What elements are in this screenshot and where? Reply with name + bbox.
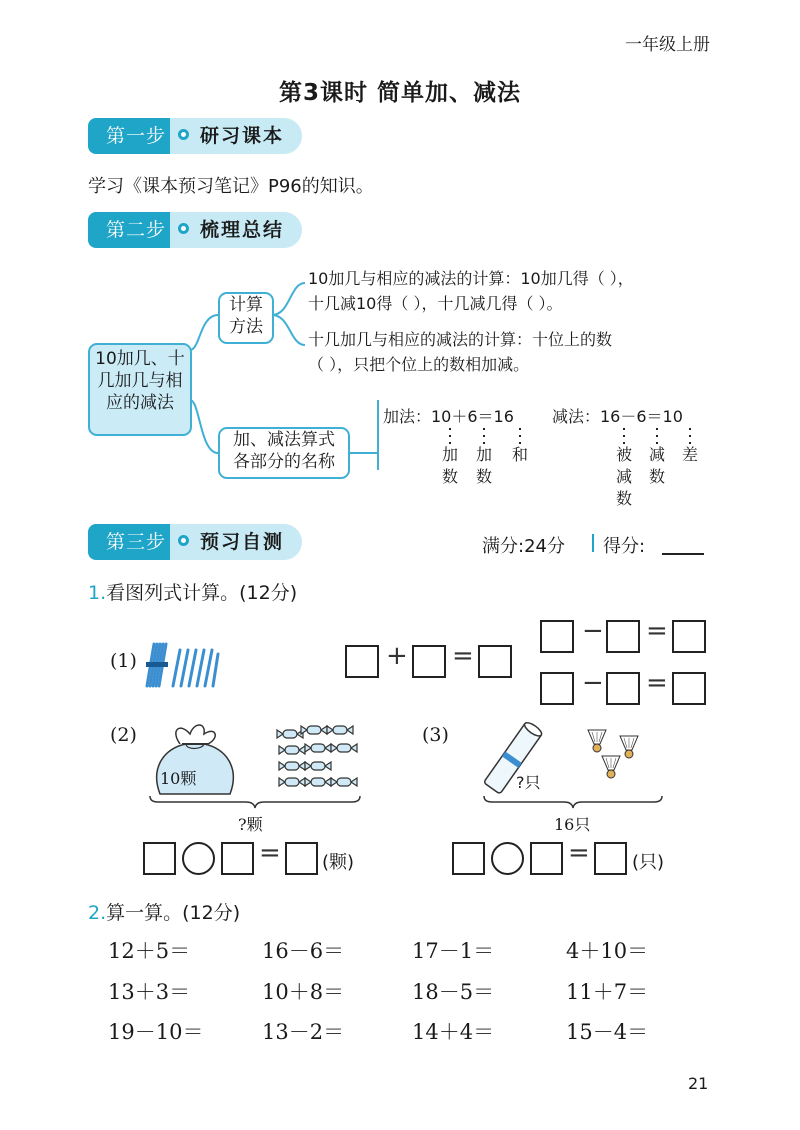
name-sum — [510, 444, 530, 466]
step3-label: 第三步 — [88, 524, 184, 560]
naming-dotted-lines — [0, 0, 800, 460]
q1-1-sub2-minus: − — [582, 668, 604, 698]
q1-number: 1. — [88, 582, 107, 604]
addend1-char1: 加 — [441, 445, 458, 464]
page-number: 21 — [688, 1074, 709, 1093]
minuend-char3: 数 — [615, 489, 632, 508]
lesson-title: 第3课时 简单加、减法 — [278, 80, 521, 106]
q1-1-sub2-box-a[interactable] — [540, 672, 574, 705]
calc-r3-c4: 15－4＝ — [566, 1020, 649, 1044]
q1-1-sub2-box-c[interactable] — [672, 672, 706, 705]
calc-r3-c3: 14＋4＝ — [412, 1020, 495, 1044]
q1-2-box-b[interactable] — [221, 842, 254, 875]
q1-2-box-c[interactable] — [285, 842, 318, 875]
q1-2-unit: (颗) — [322, 852, 355, 873]
method-line-4: （ ），只把个位上的数相加减。 — [308, 355, 530, 374]
name-minuend — [614, 444, 634, 510]
shuttlecocks-image — [584, 726, 648, 784]
calc-r1-c4: 4＋10＝ — [566, 939, 649, 963]
q1-part2-label: (2) — [110, 724, 137, 746]
step3-name: 预习自测 — [170, 524, 302, 560]
subtrahend-char1: 减 — [648, 445, 665, 464]
q1-1-box-b[interactable] — [412, 645, 446, 678]
name-difference — [680, 444, 700, 466]
step1-text: 学习《课本预习笔记》P96的知识。 — [88, 176, 374, 197]
branch-method-line-2: 方法 — [229, 317, 263, 337]
name-addend-2 — [474, 444, 494, 488]
got-score-label: 得分: — [603, 536, 646, 557]
q1-part1-label: (1) — [110, 650, 137, 672]
q1-1-sub2-box-b[interactable] — [606, 672, 640, 705]
calc-r1-c3: 17－1＝ — [412, 939, 495, 963]
branch-names-line-2: 各部分的名称 — [233, 452, 335, 472]
q1-3-operator-circle[interactable] — [491, 842, 524, 875]
q1-1-sub1-equals: = — [646, 616, 668, 646]
q1-1-sub1-box-a[interactable] — [540, 620, 574, 653]
stick-bundle-image — [142, 640, 220, 690]
q1-1-box-a[interactable] — [345, 645, 379, 678]
q1-2-operator-circle[interactable] — [182, 842, 215, 875]
calc-r2-c1: 13＋3＝ — [108, 980, 191, 1004]
q1-1-sub1-minus: − — [582, 616, 604, 646]
sum-char: 和 — [511, 445, 528, 464]
calc-r2-c3: 18－5＝ — [412, 980, 495, 1004]
method-line-3: 十几加几与相应的减法的计算：十位上的数 — [308, 330, 613, 349]
step2-label: 第二步 — [88, 212, 184, 248]
q1-3-unit: (只) — [632, 852, 665, 873]
q1-3-total: 16只 — [554, 815, 591, 834]
method-line-2: 十几减10得（ ），十几减几得（ ）。 — [308, 294, 563, 313]
step1-label: 第一步 — [88, 118, 184, 154]
score-divider — [592, 534, 594, 552]
center-line-2: 几加几与相 — [97, 371, 183, 391]
minuend-char2: 减 — [615, 467, 632, 486]
q1-1-plus: + — [386, 641, 408, 671]
q1-title — [88, 578, 297, 605]
candies-image — [272, 724, 362, 790]
addition-equation: 加法：10＋6＝16 — [383, 407, 514, 426]
q1-1-sub1-box-b[interactable] — [606, 620, 640, 653]
name-subtrahend — [647, 444, 667, 488]
q1-1-equals: = — [452, 641, 474, 671]
q1-1-box-c[interactable] — [478, 645, 512, 678]
full-score: 满分:24分 — [482, 536, 565, 557]
calc-r3-c1: 19－10＝ — [108, 1020, 204, 1044]
step2-name: 梳理总结 — [170, 212, 302, 248]
center-line-1: 10加几、十 — [95, 349, 185, 369]
got-score-blank[interactable] — [662, 553, 704, 555]
minuend-char1: 被 — [615, 445, 632, 464]
q1-2-total-brace — [148, 794, 362, 810]
q1-text: 看图列式计算。(12分) — [106, 582, 298, 604]
grade-label: 一年级上册 — [625, 35, 710, 55]
center-line-3: 应的减法 — [106, 393, 174, 413]
calc-r1-c2: 16－6＝ — [262, 939, 345, 963]
calc-r2-c4: 11＋7＝ — [566, 980, 649, 1004]
tube-label: ?只 — [516, 773, 541, 792]
bag-label: 10颗 — [160, 769, 197, 788]
addend2-char1: 加 — [475, 445, 492, 464]
step1-name: 研习课本 — [170, 118, 302, 154]
q1-2-equals: = — [259, 838, 281, 868]
addend1-char2: 数 — [441, 467, 458, 486]
subtrahend-char2: 数 — [648, 467, 665, 486]
branch-names-line-1: 加、减法算式 — [233, 430, 335, 450]
calc-r2-c2: 10＋8＝ — [262, 980, 345, 1004]
name-addend-1 — [440, 444, 460, 488]
subtraction-equation: 减法：16－6＝10 — [552, 407, 683, 426]
difference-char: 差 — [681, 445, 698, 464]
calc-r3-c2: 13－2＝ — [262, 1020, 345, 1044]
q1-1-sub1-box-c[interactable] — [672, 620, 706, 653]
branch-method-line-1: 计算 — [229, 295, 263, 315]
calc-r1-c1: 12＋5＝ — [108, 939, 191, 963]
method-line-1: 10加几与相应的减法的计算：10加几得（ ）， — [308, 269, 634, 288]
q1-3-box-c[interactable] — [594, 842, 627, 875]
q1-2-total: ?颗 — [238, 815, 263, 834]
q2-text: 算一算。(12分) — [106, 902, 241, 924]
q1-part3-label: (3) — [422, 724, 449, 746]
q1-3-total-brace — [482, 794, 664, 810]
q1-3-equals: = — [568, 838, 590, 868]
addend2-char2: 数 — [475, 467, 492, 486]
q2-number: 2. — [88, 902, 107, 924]
q2-title — [88, 898, 240, 925]
q1-2-box-a[interactable] — [143, 842, 176, 875]
q1-1-sub2-equals: = — [646, 668, 668, 698]
q1-3-box-a[interactable] — [452, 842, 485, 875]
q1-3-box-b[interactable] — [530, 842, 563, 875]
